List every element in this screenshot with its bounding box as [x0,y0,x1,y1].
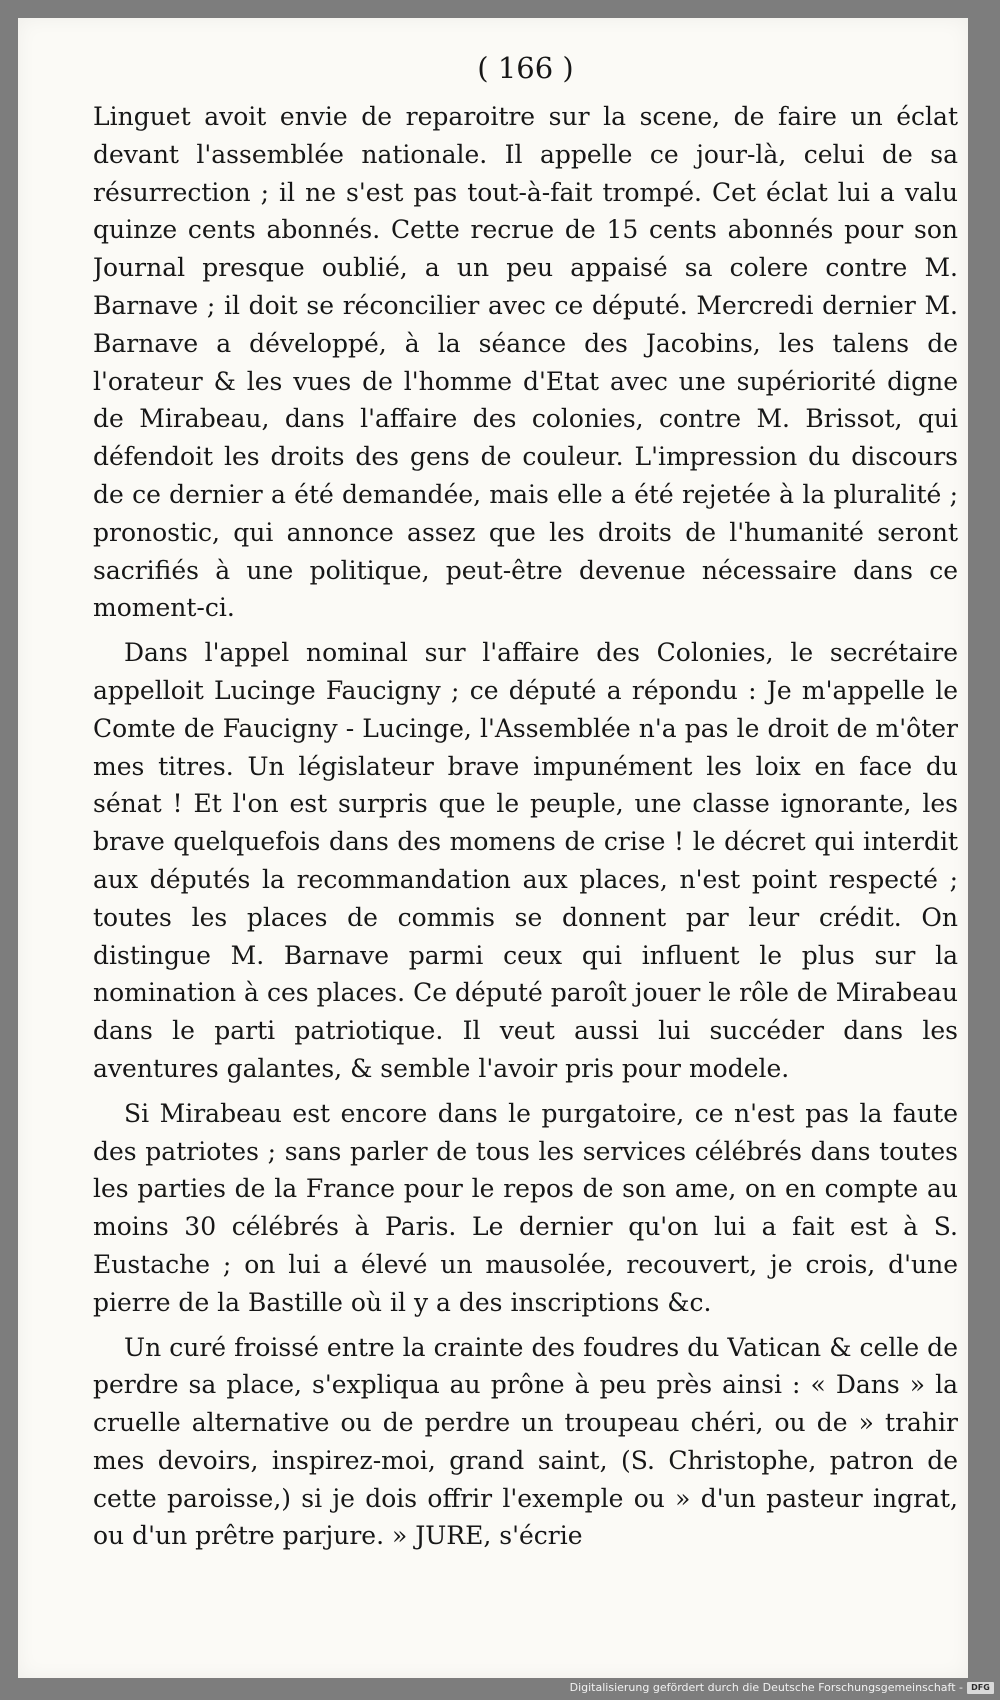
digitization-credit-text: Digitalisierung gefördert durch die Deutsche Forschungsgemeinschaft - [569,1681,963,1694]
page-scan [18,18,968,1678]
paragraph: Si Mirabeau est encore dans le purgatoire, ce n'est pas la faute des patriotes ; sans parler de tous les services célébrés dans toutes les parties de la France pour le repos de son ame, on en compte au moins 30 célébrés à Paris. Le dernier qu'on lui a fait est à S. Eustache ; on lui a élevé un mausolée, recouvert, je crois, d'une pierre de la Bastille où il y a des inscriptions &c. [93,1098,958,1317]
paragraph: Dans l'appel nominal sur l'affaire des Colonies, le secrétaire appelloit Lucinge Faucigny ; ce député a répondu : Je m'appelle le Comte de Faucigny - Lucinge, l'Assemblée n'a pas le droit de m'ôter mes titres. Un législateur brave impunément les loix en face du sénat ! Et l'on est surpris que le peuple, une classe ignorante, les brave quelquefois dans des momens de crise ! le décret qui interdit aux députés la recommandation aux places, n'est point respecté ; toutes les places de commis se donnent par leur crédit. On distingue M. Barnave parmi ceux qui influent le plus sur la nomination à ces places. Ce député paroît jouer le rôle de Mirabeau dans le parti patriotique. Il veut aussi lui succéder dans les aventures galantes, & semble l'avoir pris pour modele. [93,638,958,1083]
paragraph: Linguet avoit envie de reparoitre sur la scene, de faire un éclat devant l'assemblée nationale. Il appelle ce jour-là, celui de sa résurrection ; il ne s'est pas tout-à-fait trompé. Cet éclat lui a valu quinze cents abonnés. Cette recrue de 15 cents abonnés pour son Journal presque oublié, a un peu appaisé sa colere contre M. Barnave ; il doit se réconcilier avec ce député. Mercredi dernier M. Barnave a développé, à la séance des Jacobins, les talens de l'orateur & les vues de l'homme d'Etat avec une supériorité digne de Mirabeau, dans l'affaire des colonies, contre M. Brissot, qui défendoit les droits des gens de couleur. L'impression du discours de ce dernier a été demandée, mais elle a été rejetée à la pluralité ; pronostic, qui annonce assez que les droits de l'humanité seront sacrifiés à une politique, peut-être devenue nécessaire dans ce moment-ci. [93,102,958,623]
page-number: ( 166 ) [477,51,574,85]
digitization-credit [570,1681,994,1694]
page-text [93,48,958,1608]
dfg-logo: DFG [967,1682,994,1694]
paragraph: Un curé froissé entre la crainte des foudres du Vatican & celle de perdre sa place, s'expliqua au prône à peu près ainsi : « Dans » la cruelle alternative ou de perdre un troupeau chéri, ou de » trahir mes devoirs, inspirez-moi, grand saint, (S. Christophe, patron de cette paroisse,) si je dois offrir l'exemple ou » d'un pasteur ingrat, ou d'un prêtre parjure. » JURE, s'écrie [93,1332,958,1551]
